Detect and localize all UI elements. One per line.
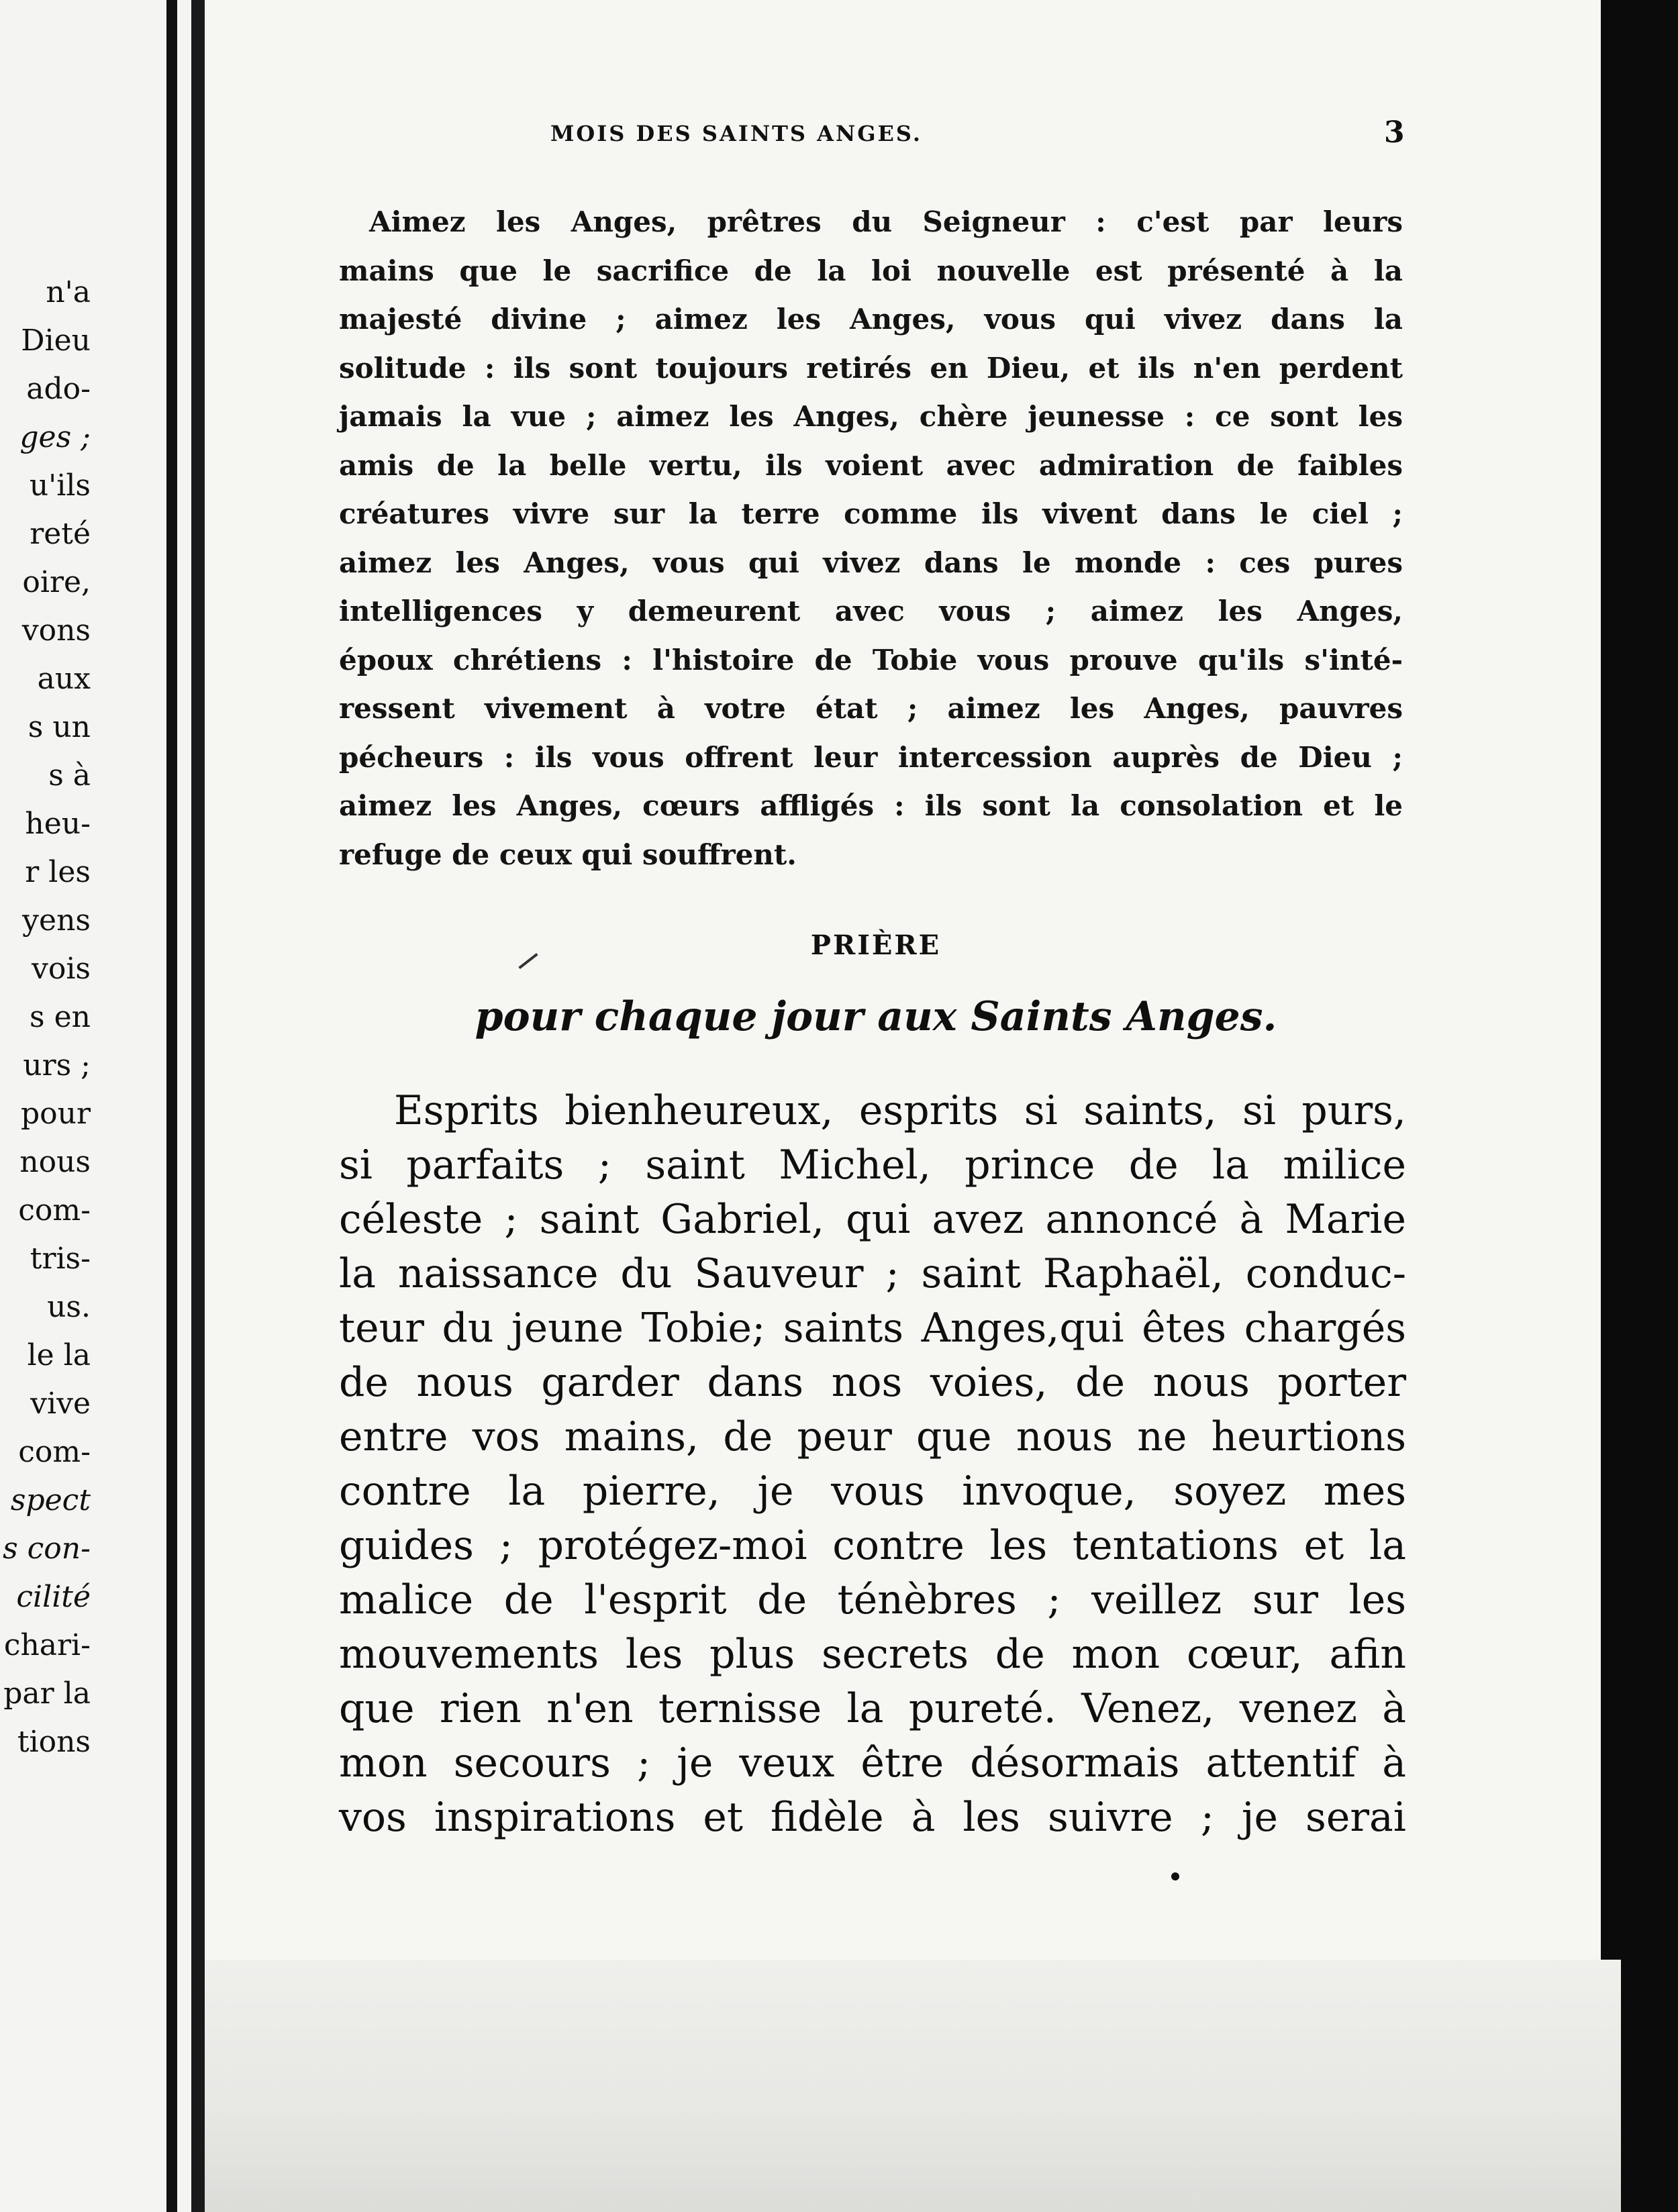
- left-page-edge-line: [166, 0, 177, 2212]
- left-page-line: urs ;: [23, 1048, 91, 1083]
- prayer-line: malice de l'esprit de ténèbres ; veillez sur les: [339, 1576, 1406, 1623]
- printer-mark-dot: [1171, 1872, 1179, 1880]
- left-page-line: vons: [21, 613, 91, 648]
- left-page-line: par la: [3, 1676, 91, 1711]
- paragraph-line: mains que le sacrifice de la loi nouvelle est présenté à la: [339, 254, 1403, 287]
- page-bottom-margin: [205, 1960, 1621, 2212]
- left-page-line: nous: [19, 1145, 91, 1179]
- prayer-line: teur du jeune Tobie; saints Anges,qui êtes chargés: [339, 1305, 1406, 1352]
- prayer-line: que rien n'en ternisse la pureté. Venez, venez à: [339, 1685, 1406, 1732]
- paragraph-line: solitude : ils sont toujours retirés en Dieu, et ils n'en perdent: [339, 351, 1403, 385]
- adjacent-left-page: [0, 0, 191, 2212]
- left-page-line: spect: [10, 1483, 91, 1517]
- left-page-line: reté: [30, 517, 91, 551]
- left-page-line: com-: [18, 1193, 91, 1227]
- paragraph-line: jamais la vue ; aimez les Anges, chère jeunesse : ce sont les: [339, 400, 1403, 433]
- prayer-line: de nous garder dans nos voies, de nous porter: [339, 1359, 1406, 1406]
- intro-paragraph: [339, 198, 1403, 879]
- left-page-line: u'ils: [29, 468, 91, 503]
- prayer-line: mon secours ; je veux être désormais attentif à: [339, 1740, 1406, 1787]
- section-title: PRIÈRE: [810, 929, 942, 961]
- paragraph-line: Aimez les Anges, prêtres du Seigneur : c'est par leurs: [369, 205, 1403, 238]
- book-gutter: [191, 0, 205, 2212]
- left-page-line: yens: [22, 903, 91, 938]
- left-page-line: oire,: [22, 565, 91, 599]
- left-page-line: s en: [30, 1000, 91, 1034]
- left-page-line: heu-: [25, 807, 91, 841]
- left-page-line: ges ;: [19, 420, 91, 454]
- prayer-line: contre la pierre, je vous invoque, soyez mes: [339, 1468, 1406, 1515]
- prayer-line: vos inspirations et fidèle à les suivre ; je serai: [339, 1794, 1406, 1841]
- running-head: MOIS DES SAINTS ANGES.: [550, 121, 923, 146]
- left-page-line: r les: [25, 855, 91, 889]
- paragraph-line: pécheurs : ils vous offrent leur intercession auprès de Dieu ;: [339, 740, 1403, 774]
- left-page-line: s con-: [3, 1531, 91, 1566]
- prayer-line: la naissance du Sauveur ; saint Raphaël, conduc-: [339, 1250, 1406, 1297]
- left-page-line: Dieu: [21, 323, 91, 358]
- left-page-line: s un: [28, 710, 91, 744]
- prayer-line: Esprits bienheureux, esprits si saints, si purs,: [394, 1087, 1406, 1134]
- paragraph-line: intelligences y demeurent avec vous ; aimez les Anges,: [339, 595, 1403, 627]
- prayer-line: mouvements les plus secrets de mon cœur, afin: [339, 1631, 1406, 1678]
- paragraph-line: aimez les Anges, cœurs affligés : ils sont la consolation et le: [339, 789, 1403, 822]
- left-page-line: cilité: [16, 1580, 91, 1614]
- prayer-text: [339, 1084, 1406, 1845]
- left-page-line: n'a: [46, 275, 91, 309]
- left-page-line: chari-: [3, 1628, 91, 1662]
- prayer-line: entre vos mains, de peur que nous ne heurtions: [339, 1413, 1406, 1460]
- prayer-line: céleste ; saint Gabriel, qui avez annoncé à Marie: [339, 1196, 1406, 1243]
- left-page-line: pour: [20, 1097, 91, 1131]
- right-page-edge: [1601, 0, 1621, 1960]
- left-page-line: aux: [37, 662, 91, 696]
- section-subtitle: pour chaque jour aux Saints Anges.: [475, 993, 1277, 1040]
- paragraph-line: amis de la belle vertu, ils voient avec admiration de faibles: [339, 448, 1403, 482]
- paragraph-line: époux chrétiens : l'histoire de Tobie vous prouve qu'ils s'inté-: [339, 643, 1403, 676]
- left-page-line: tris-: [30, 1242, 91, 1276]
- left-page-line: vive: [30, 1387, 91, 1421]
- paragraph-line: créatures vivre sur la terre comme ils vivent dans le ciel ;: [339, 497, 1403, 530]
- left-page-line: us.: [47, 1290, 91, 1324]
- left-page-line: vois: [32, 952, 91, 986]
- left-page-text: [0, 268, 91, 1766]
- left-page-line: le la: [27, 1338, 91, 1372]
- left-page-line: com-: [18, 1435, 91, 1469]
- prayer-line: si parfaits ; saint Michel, prince de la milice: [339, 1142, 1406, 1189]
- paragraph-line: refuge de ceux qui souffrent.: [339, 838, 797, 871]
- prayer-line: guides ; protégez-moi contre les tentations et la: [339, 1522, 1406, 1569]
- page-number: 3: [1384, 115, 1405, 150]
- left-page-line: tions: [17, 1725, 91, 1759]
- left-page-line: s à: [48, 758, 91, 793]
- left-page-line: ado-: [26, 372, 91, 406]
- paragraph-line: ressent vivement à votre état ; aimez les Anges, pauvres: [339, 692, 1403, 725]
- paragraph-line: majesté divine ; aimez les Anges, vous qui vivez dans la: [339, 303, 1403, 336]
- paragraph-line: aimez les Anges, vous qui vivez dans le monde : ces pures: [339, 546, 1403, 579]
